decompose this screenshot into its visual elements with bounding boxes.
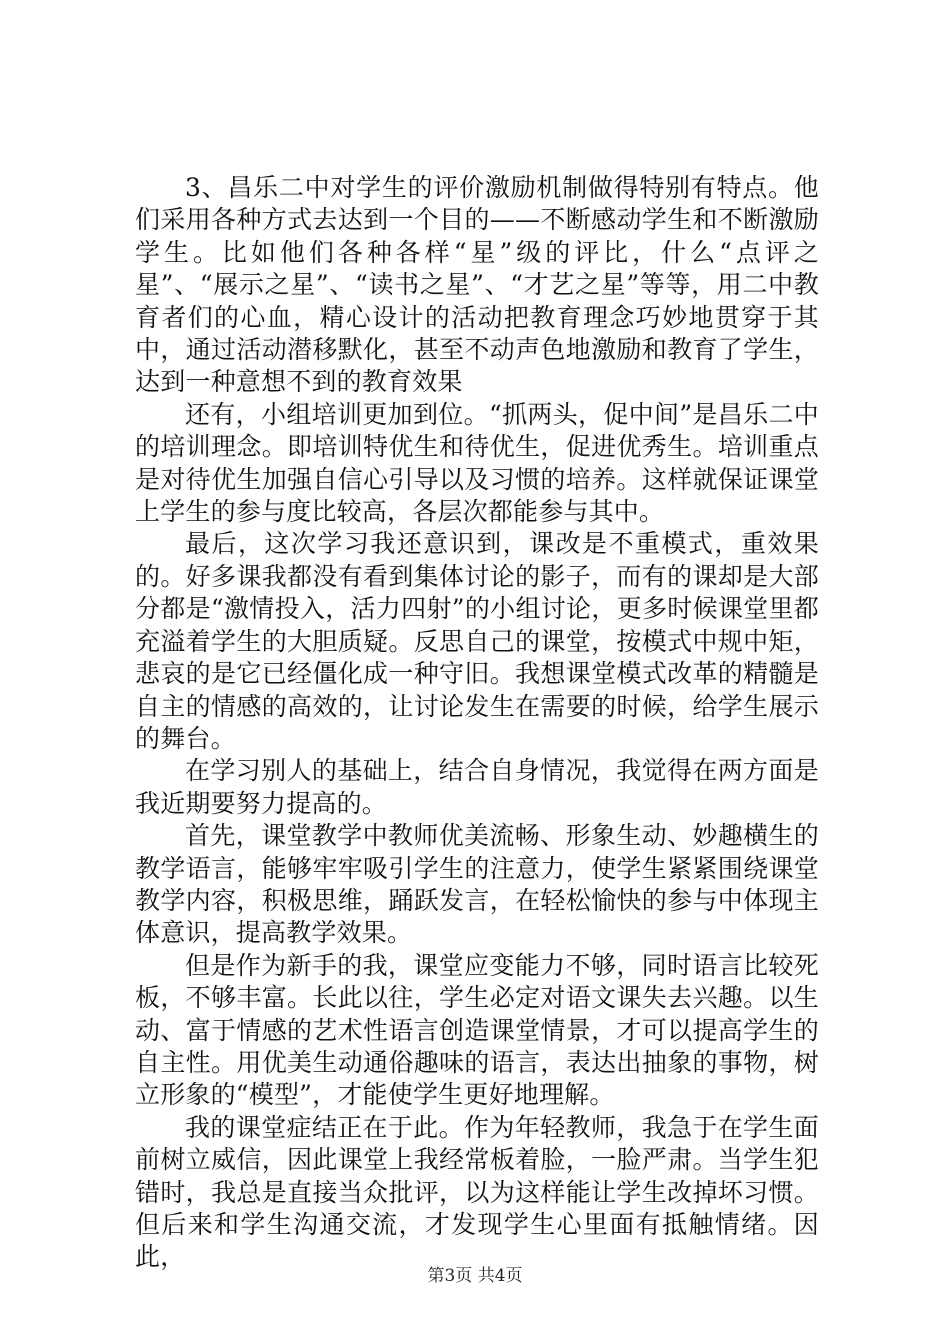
- paragraph-teaching-language: 首先，课堂教学中教师优美流畅、形象生动、妙趣横生的教学语言，能够牢牢吸引学生的注意力，使学生紧紧围绕课堂教学内容，积极思维，踊跃发言，在轻松愉快的参与中体现主体意识，提高教学效果。: [135, 821, 819, 948]
- page-number-footer: 第3页 共4页: [427, 1266, 523, 1286]
- paragraph-novice-teacher: 但是作为新手的我，课堂应变能力不够，同时语言比较死板，不够丰富。长此以往，学生必定对语文课失去兴趣。以生动、富于情感的艺术性语言创造课堂情景，才可以提高学生的自主性。用优美生动通俗趣味的语言，表达出抽象的事物，树立形象的“模型”，才能使学生更好地理解。: [135, 950, 819, 1110]
- paragraph-two-aspects: 在学习别人的基础上，结合自身情况，我觉得在两方面是我近期要努力提高的。: [135, 756, 819, 818]
- paragraph-effect-over-mode: 最后，这次学习我还意识到，课改是不重模式，重效果的。好多课我都没有看到集体讨论的影子，而有的课却是大部分都是“激情投入，活力四射”的小组讨论，更多时候课堂里都充溢着学生的大胆质疑。反思自己的课堂，按模式中规中矩，悲哀的是它已经僵化成一种守旧。我想课堂模式改革的精髓是自主的情感的高效的，让讨论发生在需要的时候，给学生展示的舞台。: [135, 529, 819, 753]
- paragraph-evaluation-mechanism: 3、昌乐二中对学生的评价激励机制做得特别有特点。他们采用各种方式去达到一个目的——不断感动学生和不断激励学生。比如他们各种各样“星”级的评比，什么“点评之星”、“展示之星”、“读书之星”、“才艺之星”等等，用二中教育者们的心血，精心设计的活动把教育理念巧妙地贯穿于其中，通过活动潜移默化，甚至不动声色地激励和教育了学生，达到一种意想不到的教育效果: [135, 173, 819, 397]
- document-body: [135, 172, 819, 1274]
- paragraph-group-training: 还有，小组培训更加到位。“抓两头，促中间”是昌乐二中的培训理念。即培训特优生和待优生，促进优秀生。培训重点是对待优生加强自信心引导以及习惯的培养。这样就保证课堂上学生的参与度比较高，各层次都能参与其中。: [135, 399, 819, 527]
- paragraph-classroom-problem: 我的课堂症结正在于此。作为年轻教师，我急于在学生面前树立威信，因此课堂上我经常板着脸，一脸严肃。当学生犯错时，我总是直接当众批评，以为这样能让学生改掉坏习惯。但后来和学生沟通交流，才发现学生心里面有抵触情绪。因此，: [135, 1112, 819, 1272]
